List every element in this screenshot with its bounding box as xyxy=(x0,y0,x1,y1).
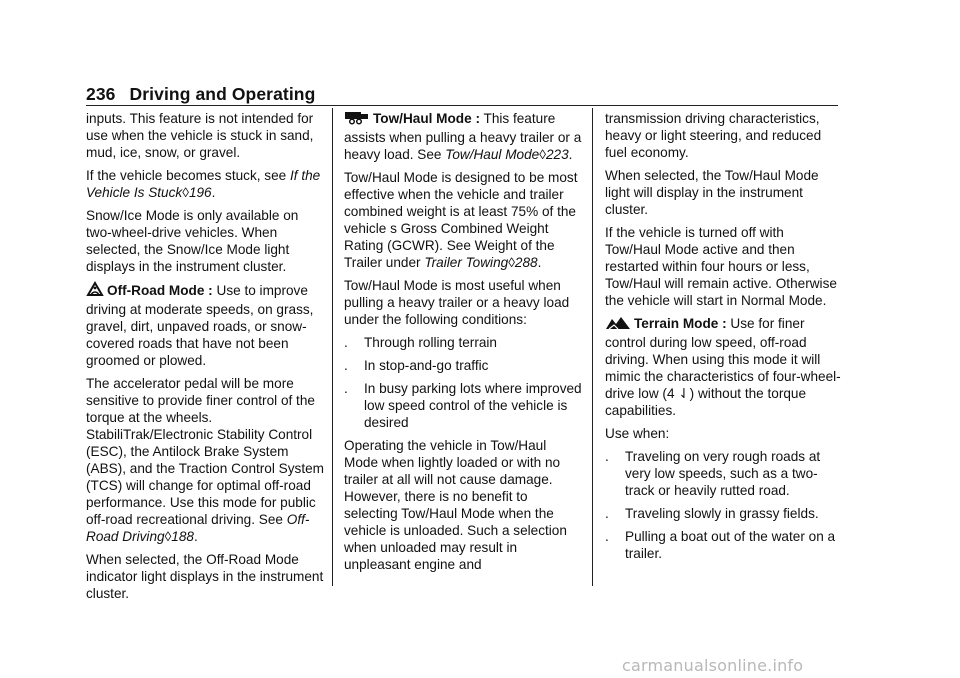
paragraph: When selected, the Off-Road Mode indicator light displays in the instrument cluster. xyxy=(86,552,324,601)
bullet-text: Traveling slowly in grassy fields. xyxy=(625,506,819,521)
page-ref[interactable]: 196 xyxy=(188,185,212,200)
offroad-title: Off-Road Mode : xyxy=(107,283,213,298)
ref-symbol: ◊ xyxy=(164,529,172,544)
bullet: . xyxy=(344,335,348,350)
column-1 xyxy=(86,110,324,608)
paragraph: Tow/Haul Mode is most useful when pulling a heavy trailer or a heavy load under the following conditions: xyxy=(344,278,570,327)
terrain-mode-icon xyxy=(605,316,631,334)
terrain-title: Terrain Mode : xyxy=(634,316,727,331)
text: Tow/Haul Mode is designed to be most effective when the vehicle and trailer combined weight is at least 75% of the vehicle s Gross Combined Weight Rating (GCWR). See Weight of the Trailer under xyxy=(344,170,578,270)
watermark-footer: carmanualsonline.info xyxy=(622,656,804,675)
column-divider-2 xyxy=(592,108,593,586)
paragraph: inputs. This feature is not intended for use when the vehicle is stuck in sand, mud, ice, snow, or gravel. xyxy=(86,111,314,160)
bullet-text: In stop-and-go traffic xyxy=(364,358,489,373)
tow-haul-icon xyxy=(344,111,370,129)
text: This feature assists when pulling a heavy trailer or a heavy load. See xyxy=(344,111,582,162)
list-item xyxy=(344,334,582,351)
text: Use for finer control during low speed, off-road driving. When using this mode it will mimic the characteristics of four-wheel-drive low (4 xyxy=(605,316,841,401)
column-3 xyxy=(605,110,841,568)
link-vehicle-stuck[interactable]: If the Vehicle Is Stuck xyxy=(86,168,321,200)
list-item xyxy=(605,528,841,562)
bullet-text: Pulling a boat out of the water on a trailer. xyxy=(625,529,836,561)
list-item xyxy=(605,505,841,522)
ref-symbol: ◊ xyxy=(182,185,189,200)
four-wheel-low-glyph: ⇃ xyxy=(678,386,690,401)
bullet-text: Through rolling terrain xyxy=(364,335,497,350)
ref-symbol: ◊ xyxy=(508,255,515,270)
section-title: Driving and Operating xyxy=(129,84,316,104)
bullet: . xyxy=(605,506,609,521)
bullet: . xyxy=(344,358,348,373)
column-divider-1 xyxy=(332,108,333,586)
page-number: 236 xyxy=(86,84,116,104)
bullet: . xyxy=(605,529,609,544)
paragraph: Tow/Haul Mode is designed to be most effective when the vehicle and trailer combined weight is at least 75% of the vehicle s Gross Combined Weight Rating (GCWR). See Weight of the Trailer under Trailer Towing◊288. xyxy=(344,170,578,270)
text: ) without the torque capabilities. xyxy=(605,386,807,418)
paragraph: Snow/Ice Mode is only available on two-wheel-drive vehicles. When selected, the Snow/Ice Mode light displays in the instrument cluster. xyxy=(86,208,299,274)
paragraph: When selected, the Tow/Haul Mode light will display in the instrument cluster. xyxy=(605,168,819,217)
page-ref[interactable]: 223 xyxy=(545,147,569,162)
text: The accelerator pedal will be more sensitive to provide finer control of the torque at the wheels. StabiliTrak/Electronic Stability Control (ESC), the Antilock Brake System (ABS), and the Traction Control System (TCS) will change for optimal off-road performance. Use this mode for public off-road recreational driving. See xyxy=(86,376,324,527)
paragraph: transmission driving characteristics, heavy or light steering, and reduced fuel economy. xyxy=(605,111,822,160)
text: If the vehicle becomes stuck, see xyxy=(86,168,291,183)
page-ref[interactable]: 288 xyxy=(514,255,538,270)
bullet-text: In busy parking lots where improved low speed control of the vehicle is desired xyxy=(364,381,582,430)
text: Use to improve driving at moderate speeds, on grass, gravel, dirt, unpaved roads, or snow-covered roads that have not been groomed or plowed. xyxy=(86,283,314,368)
paragraph: Operating the vehicle in Tow/Haul Mode when lightly loaded or with no trailer at all will not cause damage. However, there is no benefit to selecting Tow/Haul Mode when the vehicle is unloaded. Such a selection when unloaded may result in unpleasant engine and xyxy=(344,438,567,572)
paragraph: If the vehicle is turned off with Tow/Haul Mode active and then restarted within four hours or less, Tow/Haul will remain active. Otherwise the vehicle will start in Normal Mode. xyxy=(605,225,837,308)
page-ref[interactable]: 188 xyxy=(171,529,194,544)
bullet: . xyxy=(344,381,348,396)
page-header xyxy=(86,84,838,105)
paragraph-towhaul: Tow/Haul Mode : This feature assists when pulling a heavy trailer or a heavy load. See Tow/Haul Mode◊223. xyxy=(344,111,582,162)
paragraph: If the vehicle becomes stuck, see If the Vehicle Is Stuck◊196. xyxy=(86,168,321,200)
paragraph: The accelerator pedal will be more sensitive to provide finer control of the torque at the wheels. StabiliTrak/Electronic Stability Control (ESC), the Antilock Brake System (ABS), and the Traction Control System (TCS) will change for optimal off-road performance. Use this mode for public off-road recreational driving. See Off-Road Driving◊188. xyxy=(86,376,324,544)
header-rule xyxy=(86,105,838,106)
link-towhaul[interactable]: Tow/Haul Mode xyxy=(445,147,540,162)
bullet-text: Traveling on very rough roads at very low speeds, such as a two-track or heavily rutted road. xyxy=(625,449,821,498)
column-2 xyxy=(344,110,582,579)
list-item xyxy=(344,357,582,374)
bullet: . xyxy=(605,449,609,464)
link-offroad-driving[interactable]: Off-Road Driving xyxy=(86,512,310,544)
link-trailer-towing[interactable]: Trailer Towing xyxy=(424,255,509,270)
towhaul-title: Tow/Haul Mode : xyxy=(373,111,480,126)
list-item xyxy=(605,448,841,499)
ref-symbol: ◊ xyxy=(539,147,546,162)
offroad-mode-icon xyxy=(86,281,104,301)
list-item xyxy=(344,380,582,431)
paragraph-terrain xyxy=(605,315,841,419)
paragraph-offroad xyxy=(86,281,324,369)
paragraph: Use when: xyxy=(605,426,670,441)
